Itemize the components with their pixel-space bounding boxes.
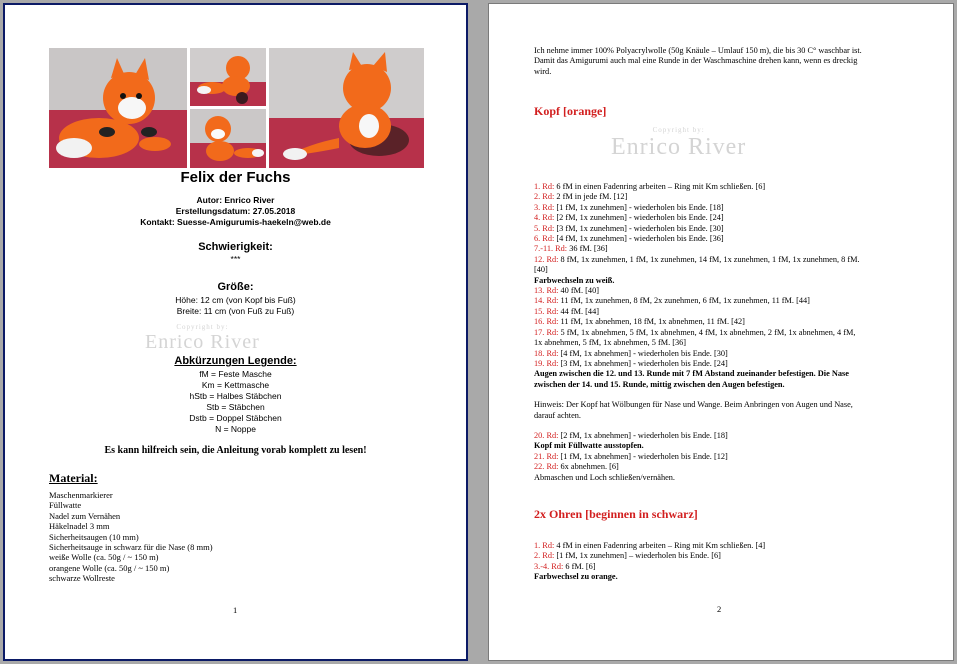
legend-item: hStb = Halbes Stäbchen — [189, 391, 282, 401]
watermark — [611, 126, 746, 161]
round-row: 3. Rd: [1 fM, 1x zunehmen] - wiederholen bis Ende. [18] — [534, 202, 724, 212]
fox-photo-side — [190, 48, 266, 106]
fox-photo-main — [49, 48, 187, 168]
ears-instructions — [534, 541, 914, 583]
material-item: orangene Wolle (ca. 50g / ~ 150 m) — [49, 562, 170, 573]
round-row: 19. Rd: [3 fM, 1x abnehmen] - wiederholen bis Ende. [24] — [534, 358, 728, 368]
round-row: 2. Rd: 2 fM in jede fM. [12] — [534, 192, 628, 202]
author-line: Autor: Enrico River — [196, 195, 275, 205]
fox-photo-back — [269, 48, 424, 168]
legend-item: N = Noppe — [215, 424, 256, 434]
hint-note: darauf achten. — [534, 410, 581, 420]
eye-placement-note: zwischen der 14. und 15. Runde, mittig zwischen den Augen befestigen. — [534, 379, 785, 389]
material-heading: Material: — [49, 471, 98, 485]
fox-photo-collage — [49, 48, 424, 168]
document-title: Felix der Fuchs — [180, 169, 291, 186]
legend-item: fM = Feste Masche — [199, 369, 272, 379]
fox-photo-front — [190, 109, 266, 168]
size-height: Höhe: 12 cm (von Kopf bis Fuß) — [175, 295, 296, 305]
read-first-hint: Es kann hilfreich sein, die Anleitung vorab komplett zu lesen! — [104, 445, 367, 456]
round-row: 17. Rd: 5 fM, 1x abnehmen, 5 fM, 1x abnehmen, 4 fM, 1x abnehmen, 2 fM, 1x abnehmen, 4 fM, — [534, 327, 856, 337]
round-row: 20. Rd: [2 fM, 1x abnehmen] - wiederholen bis Ende. [18] — [534, 430, 728, 440]
watermark-copyright: Copyright by: — [652, 126, 705, 134]
round-row: 1. Rd: 4 fM in einen Fadenring arbeiten – Ring mit Km schließen. [4] — [534, 541, 766, 550]
round-row: 1x abnehmen, 5 fM, 1x abnehmen, 5 fM. [36] — [534, 338, 687, 348]
watermark-name: Enrico River — [611, 134, 747, 160]
size-heading: Größe: — [217, 281, 254, 293]
round-row: 18. Rd: [4 fM, 1x abnehmen] - wiederholen bis Ende. [30] — [534, 348, 728, 358]
round-row: 1. Rd: 6 fM in einen Fadenring arbeiten – Ring mit Km schließen. [6] — [534, 182, 766, 191]
round-row: 2. Rd: [1 fM, 1x zunehmen] – wiederholen bis Ende. [6] — [534, 551, 721, 561]
page-2 — [488, 3, 954, 661]
round-row: 5. Rd: [3 fM, 1x zunehmen] - wiederholen bis Ende. [30] — [534, 223, 724, 233]
intro-line: wird. — [534, 66, 552, 76]
eye-placement-note: Augen zwischen die 12. und 13. Runde mit 7 fM Abstand zueinander befestigen. Die Nase — [534, 369, 849, 379]
legend-heading: Abkürzungen Legende: — [174, 355, 297, 367]
round-row: 16. Rd: 11 fM, 1x abnehmen, 18 fM, 1x abnehmen, 11 fM. [42] — [534, 317, 745, 327]
material-item: Sicherheitsauge in schwarz für die Nase (8 mm) — [49, 542, 213, 553]
material-item: Füllwatte — [49, 500, 82, 511]
round-row: 6. Rd: [4 fM, 1x zunehmen] - wiederholen bis Ende. [36] — [534, 234, 724, 244]
round-row: 15. Rd: 44 fM. [44] — [534, 306, 599, 316]
created-date-line: Erstellungsdatum: 27.05.2018 — [175, 206, 296, 216]
page-1 — [3, 3, 468, 661]
legend-item: Stb = Stäbchen — [206, 402, 265, 412]
round-row: 4. Rd: [2 fM, 1x zunehmen] - wiederholen bis Ende. [24] — [534, 213, 724, 223]
hint-note: Hinweis: Der Kopf hat Wölbungen für Nase und Wange. Beim Anbringen von Augen und Nase, — [534, 400, 853, 410]
size-width: Breite: 11 cm (von Fuß zu Fuß) — [176, 306, 295, 316]
intro-line: Damit das Amigurumi auch mal eine Runde in der Waschmaschine drehen kann, wenn es dreckig — [534, 56, 858, 66]
legend-item: Dstb = Doppel Stäbchen — [189, 413, 282, 423]
material-item: Nadel zum Vernähen — [49, 510, 121, 521]
watermark-copyright: Copyright by: — [176, 323, 229, 331]
material-item: Häkelnadel 3 mm — [49, 521, 110, 532]
difficulty-heading: Schwierigkeit: — [198, 241, 273, 253]
color-change-note: Farbwechsel zu orange. — [534, 572, 618, 582]
round-row: 12. Rd: 8 fM, 1x zunehmen, 1 fM, 1x zunehmen, 14 fM, 1x zunehmen, 1 fM, 1x zunehmen, 8 fM. — [534, 254, 860, 264]
material-item: Sicherheitsaugen (10 mm) — [49, 531, 139, 542]
watermark-name: Enrico River — [145, 331, 260, 353]
material-item: Maschenmarkierer — [49, 490, 113, 500]
round-row: 21. Rd: [1 fM, 1x abnehmen] - wiederholen bis Ende. [12] — [534, 451, 728, 461]
difficulty-value: *** — [230, 254, 241, 264]
finish-note: Abmaschen und Loch schließen/vernähen. — [534, 472, 675, 482]
round-row: [40] — [534, 265, 548, 275]
section-heading-head: Kopf [orange] — [534, 104, 607, 118]
material-list — [49, 490, 213, 584]
round-row: 14. Rd: 11 fM, 1x zunehmen, 8 fM, 2x zunehmen, 6 fM, 1x zunehmen, 11 fM. [44] — [534, 296, 810, 306]
contact-line: Kontakt: Suesse-Amigurumis-haekeln@web.de — [140, 217, 331, 227]
intro-line: Ich nehme immer 100% Polyacrylwolle (50g Knäule – Umlauf 150 m), die bis 30 C° waschbar ist. — [534, 46, 862, 55]
head-instructions — [534, 182, 914, 483]
material-item: schwarze Wollreste — [49, 573, 115, 584]
round-row: 22. Rd: 6x abnehmen. [6] — [534, 462, 619, 472]
section-heading-ears: 2x Ohren [beginnen in schwarz] — [534, 507, 698, 521]
color-change-note: Farbwechseln zu weiß. — [534, 275, 615, 285]
page-number: 1 — [233, 605, 238, 615]
material-item: weiße Wolle (ca. 50g / ~ 150 m) — [49, 552, 159, 563]
stuffing-note: Kopf mit Füllwatte ausstopfen. — [534, 441, 644, 451]
watermark — [145, 323, 260, 354]
round-row: 3.-4. Rd: 6 fM. [6] — [534, 561, 596, 571]
page-number: 2 — [717, 604, 722, 614]
round-row: 7.-11. Rd: 36 fM. [36] — [534, 244, 608, 254]
intro-paragraph — [534, 46, 914, 77]
round-row: 13. Rd: 40 fM. [40] — [534, 286, 599, 296]
legend-item: Km = Kettmasche — [201, 380, 270, 390]
